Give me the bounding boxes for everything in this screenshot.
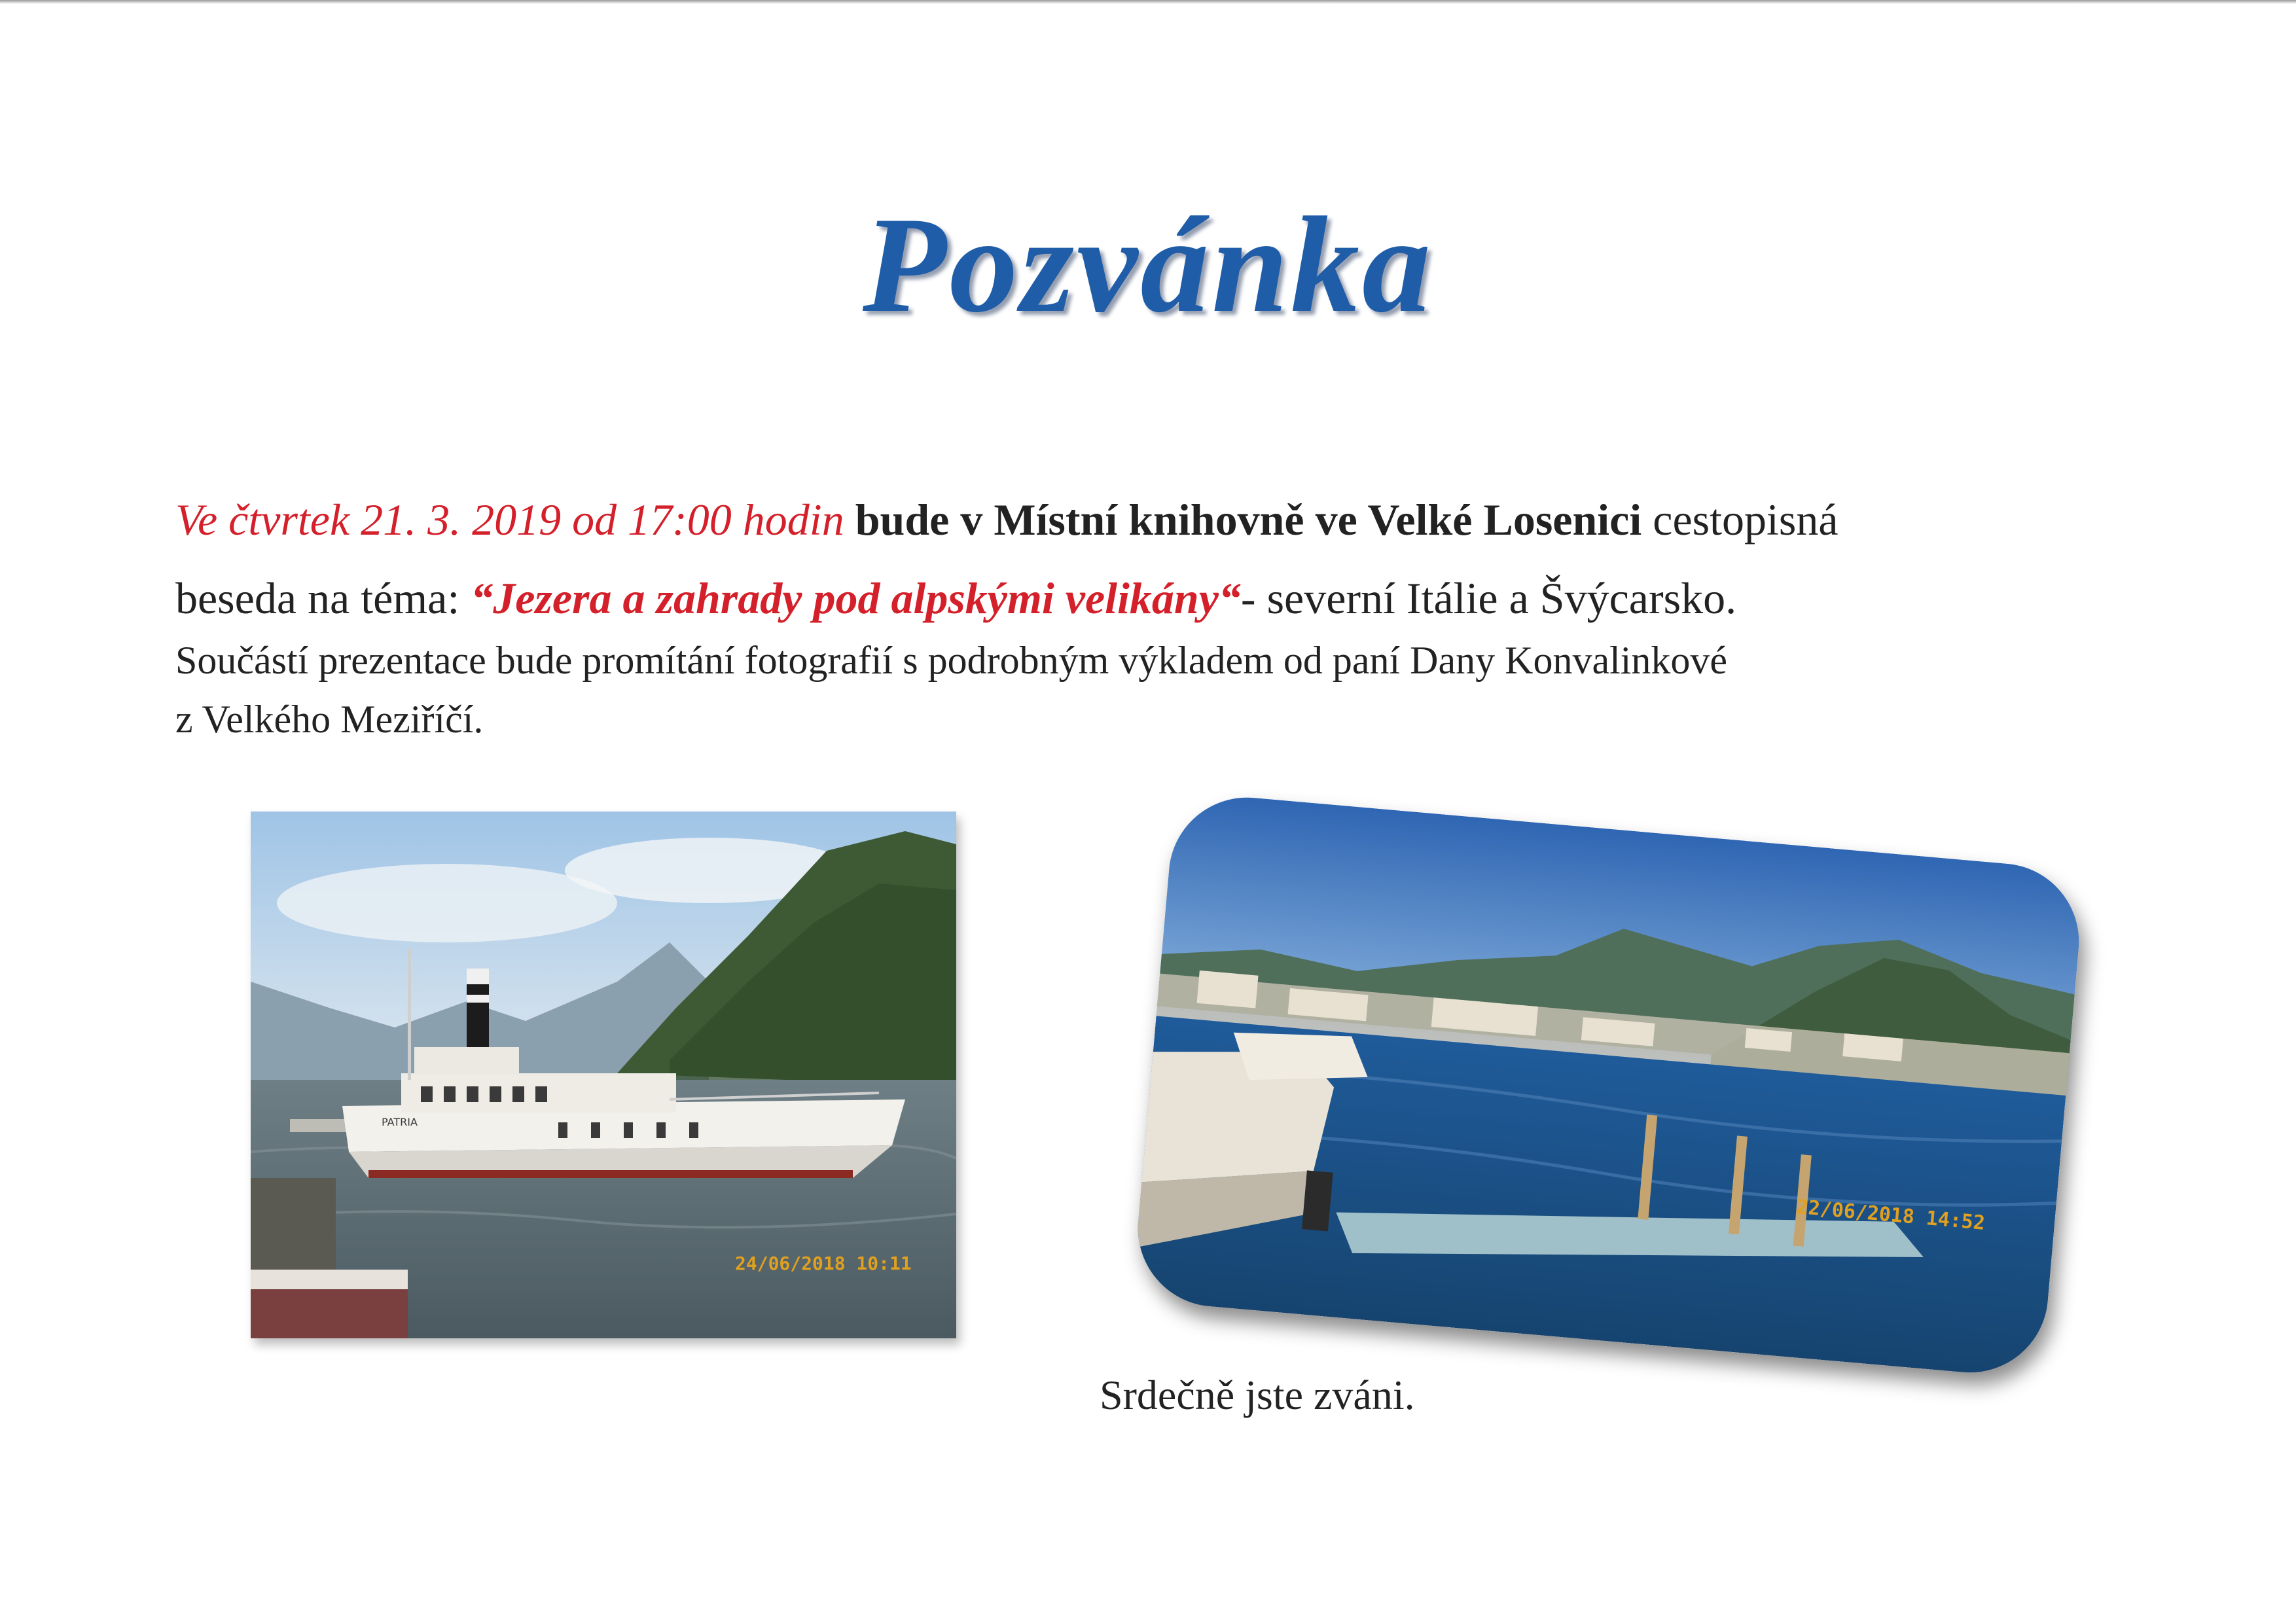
line2-tail: - severní Itálie a Švýcarsko. — [1240, 573, 1737, 623]
right-photo-timestamp: 22/06/2018 14:52 — [1795, 1195, 1986, 1235]
left-photo-timestamp: 24/06/2018 10:11 — [735, 1253, 912, 1274]
paragraph-line-1 — [175, 494, 2139, 546]
line1-tail: cestopisná — [1641, 495, 1839, 544]
steamship-photo — [251, 812, 956, 1338]
closing-text: Srdečně jste zváni. — [1100, 1372, 1415, 1418]
ship-name: PATRIA — [382, 1116, 418, 1128]
page-title: Pozvánka — [863, 189, 1433, 341]
scan-edge — [0, 0, 2296, 4]
event-date-time: Ve čtvrtek 21. 3. 2019 od 17:00 hodin — [175, 495, 844, 544]
event-topic: “Jezera a zahrady pod alpskými velikány“ — [471, 573, 1241, 623]
line2-lead: beseda na téma: — [175, 573, 471, 623]
event-venue: bude v Místní knihovně ve Velké Losenici — [844, 495, 1642, 544]
lake-photo — [1132, 791, 2086, 1380]
paragraph-line-2 — [175, 573, 2139, 624]
paragraph-line-4: z Velkého Meziříčí. — [175, 698, 484, 741]
paragraph-line-3: Součástí prezentace bude promítání fotografií s podrobným výkladem od paní Dany Konvalinkové — [175, 639, 1728, 682]
